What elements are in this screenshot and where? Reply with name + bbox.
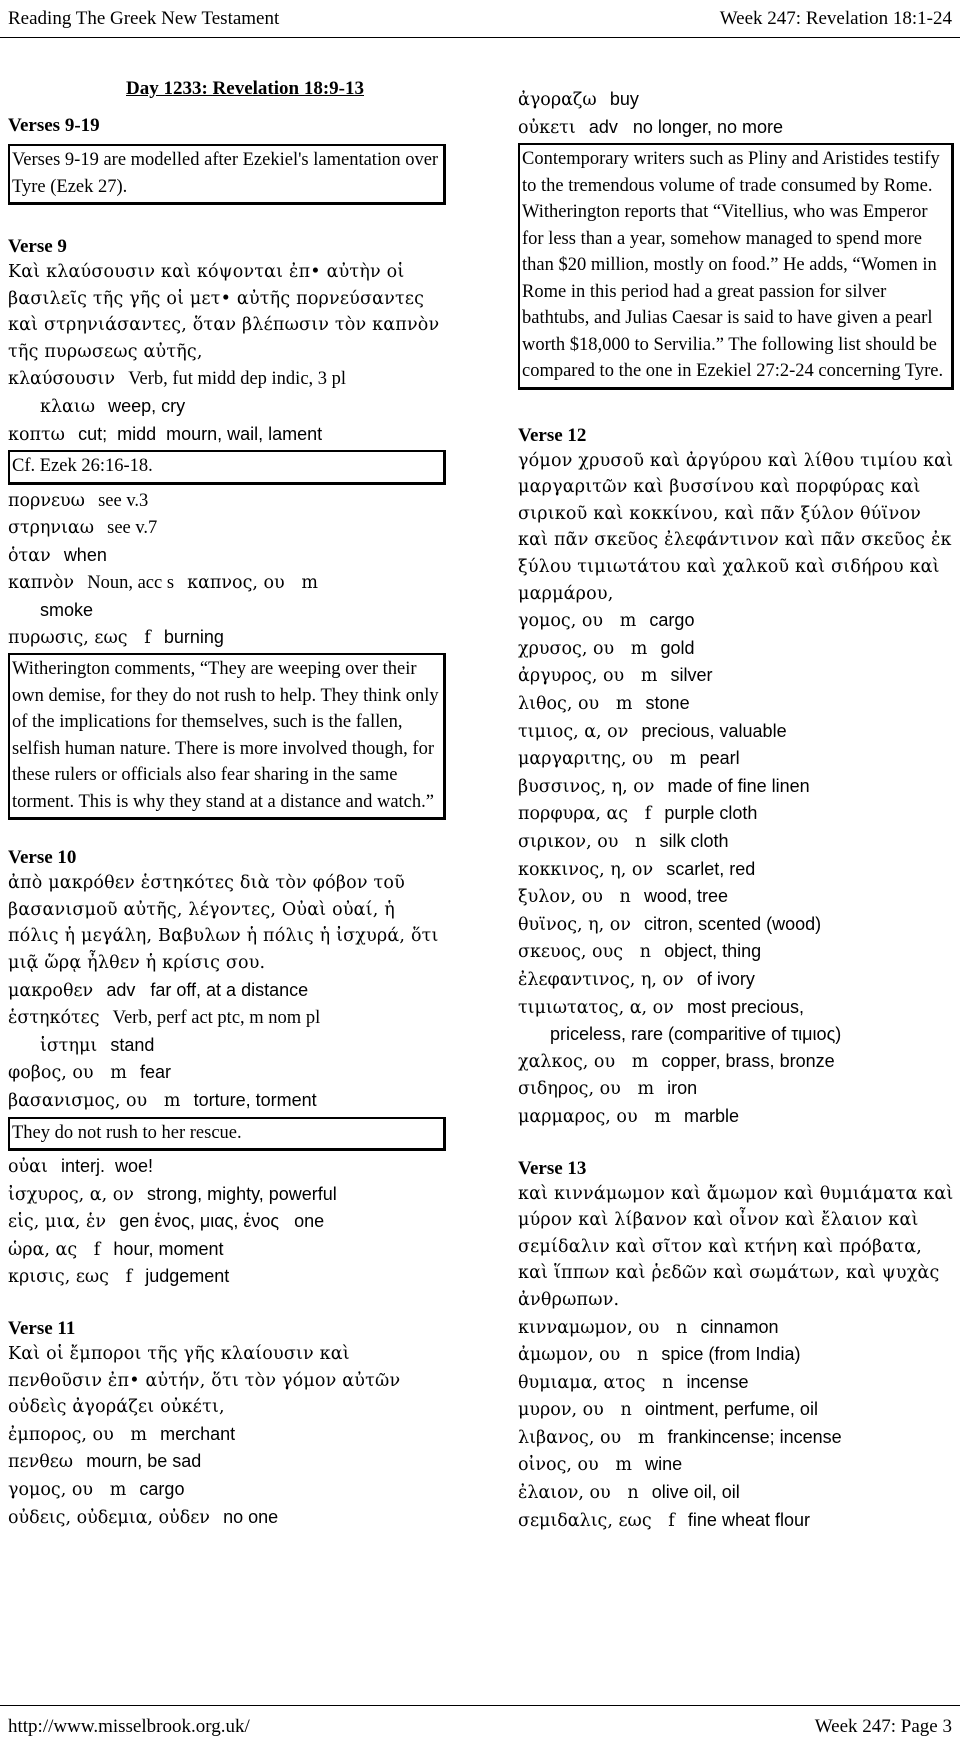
vocab-word: ἑστηκότες (8, 1008, 100, 1029)
vocab-entry (8, 1153, 446, 1181)
vocab-gloss: wood, tree (643, 886, 728, 907)
vocab-entry (518, 1341, 954, 1369)
vocab-entry (518, 966, 954, 994)
vocab-parse: see v.3 (98, 490, 149, 511)
vocab-gloss: incense (686, 1371, 749, 1392)
vocab-gloss: cinnamon (700, 1316, 779, 1337)
vocab-word: βυσσινος, η, ον (518, 776, 655, 797)
verse-10-text: ἀπὸ μακρόθεν ἑστηκότες διὰ τὸν φόβον τοῦ βασανισμοῦ αὐτῆς, λέγοντες, Οὐαὶ οὐαί, ἡ πόλις ἡ μεγάλη, Βαβυλων ἡ πόλις ἡ ἰσχυρά, ὅτι μιᾷ ὥρᾳ ἦλθεν ἡ κρίσις σου. (8, 873, 439, 973)
vocab-word: γομος, ου m (518, 611, 637, 632)
vocab-word: θυϊνος, η, ον (518, 914, 631, 935)
vocab-entry (518, 718, 954, 746)
vocab-entry (518, 911, 954, 939)
verse-10-vocab-a (8, 977, 446, 1115)
vocab-word: εἱς, μια, ἑν (8, 1212, 107, 1233)
vocab-word: χαλκος, ου m (518, 1051, 649, 1072)
vocab-gloss: citron, scented (wood) (644, 913, 822, 934)
vocab-gloss: most precious, (686, 996, 804, 1017)
vocab-word: κλαύσουσιν (8, 369, 116, 390)
verses-9-19-heading: Verses 9-19 (8, 115, 100, 136)
vocab-word: κοπτω (8, 424, 65, 445)
vocab-gloss: gen ἑνος, μιας, ἑνος one (119, 1211, 325, 1232)
verse-10-vocab-b (8, 1153, 446, 1291)
vocab-word: σκευος, ους n (518, 942, 651, 963)
vocab-gloss: olive oil, oil (651, 1482, 740, 1503)
vocab-gloss: iron (667, 1078, 698, 1099)
verses-9-19-note: Verses 9-19 are modelled after Ezekiel's lamentation over Tyre (Ezek 27). (8, 144, 446, 205)
vocab-entry (518, 1021, 954, 1048)
vocab-entry (518, 938, 954, 966)
vocab-entry (8, 1236, 446, 1264)
vocab-gloss: priceless, rare (comparitive of τιμιος) (550, 1024, 842, 1045)
vocab-word: καπνὸν (8, 573, 75, 594)
vocab-entry (8, 1504, 446, 1532)
vocab-word: τιμιωτατος, α, ον (518, 997, 674, 1018)
vocab-entry (8, 1448, 446, 1476)
vocab-gloss: stand (110, 1034, 155, 1055)
vocab-entry (518, 1314, 954, 1342)
vocab-entry (8, 977, 446, 1005)
vocab-word: μακροθεν (8, 980, 94, 1001)
vocab-entry (518, 828, 954, 856)
vocab-gloss: no one (223, 1506, 279, 1527)
verse-10-heading: Verse 10 (8, 847, 77, 869)
vocab-word: ἐλεφαντινος, η, ον (518, 969, 684, 990)
vocab-entry (8, 569, 446, 597)
vocab-word: οἰνος, ου m (518, 1455, 632, 1476)
vocab-entry (8, 1263, 446, 1291)
vocab-word: χρυσος, ου m (518, 638, 648, 659)
vocab-word: σιρικον, ου n (518, 832, 647, 852)
verse-10-note-a: They do not rush to her rescue. (8, 1117, 446, 1152)
vocab-word: μυρον, ου n (518, 1400, 632, 1421)
vocab-word: ἀμωμον, ου n (518, 1345, 649, 1366)
vocab-word: ἰσχυρος, α, ον (8, 1184, 134, 1205)
verse-11-heading: Verse 11 (8, 1318, 76, 1340)
vocab-word: κρισις, εως f (8, 1267, 133, 1288)
vocab-entry (8, 1476, 446, 1504)
vocab-entry (8, 514, 446, 542)
verse-12-vocab (518, 607, 954, 1130)
vocab-gloss: purple cloth (664, 803, 758, 824)
vocab-word: ἐλαιον, ου n (518, 1483, 639, 1504)
vocab-gloss: scarlet, red (666, 858, 756, 879)
vocab-entry (518, 773, 954, 801)
vocab-parse: Noun, acc s (87, 573, 175, 594)
vocab-entry (8, 365, 446, 393)
vocab-entry (518, 690, 954, 718)
trade-note: Contemporary writers such as Pliny and Aristides testify to the tremendous volume of trade consumed by Rome. Witherington reports that “Vitellius, who was Emperor for less than a year, somehow managed to spend more than $20 million, mostly on food.” He adds, “Women in Rome in this period had a great passion for silver bathtubs, and Julias Caesar is said to have given a pearl worth $18,000 to Servilia.” The following list should be compared to the one in Ezekiel 27:2-24 concerning Tyre. (518, 143, 954, 390)
vocab-gloss: torture, torment (193, 1089, 317, 1110)
vocab-entry (8, 1059, 446, 1087)
vocab-word: λιθος, ου m (518, 694, 633, 715)
vocab-word: πυρωσις, εως f (8, 627, 151, 648)
vocab-gloss: fear (139, 1062, 171, 1083)
vocab-gloss: silk cloth (659, 831, 729, 851)
vocab-word: πενθεω (8, 1452, 74, 1473)
verse-9-note-b: Witherington comments, “They are weeping over their own demise, for they do not rush to help. They think only of the implications for themselves, such is the fallen, selfish human nature. There is more involved though, for these rulers or officials also fear sharing in the same torment. This is why they stand at a distance and watch.” (8, 653, 446, 820)
vocab-entry (518, 745, 954, 773)
vocab-entry (8, 597, 446, 624)
vocab-gloss: adv far off, at a distance (106, 979, 309, 1000)
vocab-gloss: merchant (160, 1423, 236, 1444)
vocab-parse: see v.7 (107, 518, 158, 539)
header-title: Reading The Greek New Testament (8, 8, 280, 29)
vocab-entry (518, 662, 954, 690)
vocab-entry (518, 1048, 954, 1076)
vocab-gloss: silver (670, 665, 713, 686)
vocab-word: κλαιω (40, 396, 95, 417)
vocab-word: ἀργυρος, ου m (518, 666, 658, 687)
vocab-word: μαρμαρος, ου m (518, 1106, 671, 1127)
vocab-word: ἀγοραζω (518, 90, 597, 110)
day-title: Day 1233: Revelation 18:9-13 (126, 78, 364, 99)
vocab-entry (8, 1032, 446, 1060)
vocab-entry (8, 624, 446, 652)
vocab-word: οὐκετι (518, 117, 576, 138)
vocab-gloss: spice (from India) (661, 1344, 801, 1365)
vocab-gloss: adv no longer, no more (588, 116, 783, 137)
vocab-entry (518, 1507, 954, 1535)
verse-9-heading: Verse 9 (8, 236, 67, 257)
vocab-entry (518, 800, 954, 828)
vocab-entry (518, 1369, 954, 1397)
vocab-gloss: buy (609, 89, 639, 109)
vocab-entry (518, 856, 954, 884)
vocab-word: ξυλον, ου n (518, 887, 631, 908)
verse-9-vocab-a (8, 365, 446, 448)
vocab-gloss: gold (660, 637, 695, 658)
vocab-entry (8, 487, 446, 515)
verse-12-heading: Verse 12 (518, 424, 587, 446)
vocab-word: σιδηρος, ου m (518, 1079, 655, 1100)
verse-12-text: γόμον χρυσοῦ καὶ ἀργύρου καὶ λίθου τιμίου καὶ μαργαριτῶν καὶ βυσσίνου καὶ πορφύρας καὶ σιρικοῦ καὶ κοκκίνου, καὶ πᾶν ξύλον θύϊνον καὶ πᾶν σκεῦος ἐλεφάντινον καὶ πᾶν σκεῦος ἐκ ξύλου τιμιωτάτου καὶ χαλκοῦ καὶ σιδήρου καὶ μαρμάρου, (518, 450, 954, 604)
vocab-word: οὐδεις, οὐδεμια, οὐδεν (8, 1507, 210, 1528)
vocab-word: φοβος, ου m (8, 1063, 127, 1084)
vocab-entry (8, 421, 446, 449)
vocab-entry (8, 1208, 446, 1236)
vocab-entry (518, 607, 954, 635)
vocab-word: κινναμωμον, ου n (518, 1317, 688, 1338)
vocab-parse: Verb, fut midd dep indic, 3 pl (128, 369, 347, 390)
vocab-entry (518, 114, 954, 142)
right-column (518, 78, 954, 1534)
verse-13-vocab (518, 1314, 954, 1535)
vocab-gloss: cargo (649, 610, 695, 631)
vocab-entry (8, 1181, 446, 1209)
vocab-word: πορφυρα, ας f (518, 804, 652, 825)
vocab-word: οὐαι (8, 1157, 48, 1178)
left-column (8, 78, 446, 1531)
vocab-word: ἐμπορος, ου m (8, 1424, 148, 1445)
vocab-gloss: pearl (699, 748, 740, 769)
vocab-entry (518, 1424, 954, 1452)
vocab-entry (8, 542, 446, 570)
vocab-word: βασανισμος, ου m (8, 1090, 181, 1111)
vocab-entry (8, 393, 446, 421)
vocab-entry (518, 883, 954, 911)
vocab-gloss: mourn, be sad (86, 1451, 202, 1472)
page-footer (0, 1705, 960, 1746)
vocab-entry (518, 86, 954, 114)
vocab-entry (518, 1479, 954, 1507)
vocab-gloss: stone (645, 693, 690, 714)
vocab-entry (518, 1075, 954, 1103)
verse-11-text: Καὶ οἱ ἔμποροι τῆς γῆς κλαίουσιν καὶ πενθοῦσιν ἐπ• αὐτήν, ὅτι τὸν γόμον αὐτῶν οὐδεὶς ἀγοράζει οὐκέτι, (8, 1344, 401, 1418)
verse-9-text: Καὶ κλαύσουσιν καὶ κόψονται ἐπ• αὐτὴν οἱ βασιλεῖς τῆς γῆς οἱ μετ• αὐτῆς πορνεύσαντες καὶ στρηνιάσαντες, ὅταν βλέπωσιν τὸν καπνὸν τῆς πυρωσεως αὐτῆς, (8, 262, 440, 362)
vocab-lexical-form: καπνος, ου m (187, 573, 318, 594)
verse-13-text: καὶ κιννάμωμον καὶ ἄμωμον καὶ θυμιάματα καὶ μύρον καὶ λίβανον καὶ οἶνον καὶ ἔλαιον καὶ σεμίδαλιν καὶ σῖτον καὶ κτήνη καὶ πρόβατα, καὶ ἵππων καὶ ῥεδῶν καὶ σωμάτων, καὶ ψυχὰς ἀνθρωπων. (518, 1183, 954, 1310)
footer-page: Week 247: Page 3 (814, 1716, 952, 1737)
vocab-gloss: strong, mighty, powerful (147, 1183, 337, 1204)
vocab-gloss: smoke (40, 600, 94, 621)
vocab-gloss: judgement (145, 1266, 230, 1287)
vocab-word: γομος, ου m (8, 1480, 127, 1500)
vocab-word: στρηνιαω (8, 518, 94, 539)
verse-13-heading: Verse 13 (518, 1157, 587, 1179)
vocab-gloss: precious, valuable (641, 720, 787, 741)
vocab-parse: Verb, perf act ptc, m nom pl (112, 1008, 321, 1029)
vocab-entry (8, 1004, 446, 1032)
vocab-entry (8, 1087, 446, 1115)
vocab-gloss: frankincense; incense (667, 1426, 842, 1447)
vocab-gloss: when (63, 544, 107, 565)
vocab-entry (518, 1103, 954, 1131)
vocab-gloss: wine (645, 1454, 683, 1475)
vocab-gloss: of ivory (696, 968, 755, 989)
vocab-entry (8, 1421, 446, 1449)
vocab-gloss: hour, moment (113, 1238, 224, 1259)
vocab-gloss: ointment, perfume, oil (644, 1399, 818, 1420)
vocab-word: τιμιος, α, ον (518, 721, 629, 742)
vocab-gloss: interj. woe! (60, 1156, 154, 1177)
header-week: Week 247: Revelation 18:1-24 (719, 8, 952, 29)
vocab-gloss: copper, brass, bronze (661, 1050, 835, 1071)
vocab-word: ἱστημι (40, 1035, 98, 1056)
verse-9-note-a: Cf. Ezek 26:16-18. (8, 450, 446, 485)
vocab-gloss: fine wheat flour (687, 1509, 810, 1530)
vocab-gloss: object, thing (664, 941, 762, 962)
vocab-word: σεμιδαλις, εως f (518, 1510, 675, 1531)
vocab-word: ὡρα, ας f (8, 1239, 101, 1260)
vocab-word: κοκκινος, η, ον (518, 859, 654, 880)
page-header (0, 0, 960, 38)
verse-11-vocab (8, 1421, 446, 1531)
vocab-entry (518, 1396, 954, 1424)
right-vocab-top (518, 86, 954, 141)
vocab-gloss: cut; midd mourn, wail, lament (78, 423, 323, 444)
vocab-entry (518, 1451, 954, 1479)
footer-url: http://www.misselbrook.org.uk/ (8, 1716, 250, 1737)
verse-9-vocab-b (8, 487, 446, 652)
vocab-gloss: burning (163, 626, 224, 647)
vocab-gloss: cargo (139, 1479, 185, 1499)
vocab-gloss: marble (684, 1105, 740, 1126)
vocab-entry (518, 994, 954, 1022)
vocab-word: μαργαριτης, ου m (518, 749, 687, 770)
vocab-gloss: made of fine linen (667, 775, 810, 796)
vocab-entry (518, 635, 954, 663)
vocab-word: πορνευω (8, 490, 85, 511)
vocab-gloss: weep, cry (108, 395, 186, 416)
vocab-word: λιβανος, ου m (518, 1427, 655, 1448)
vocab-word: ὁταν (8, 545, 51, 566)
vocab-word: θυμιαμα, ατος n (518, 1372, 674, 1393)
